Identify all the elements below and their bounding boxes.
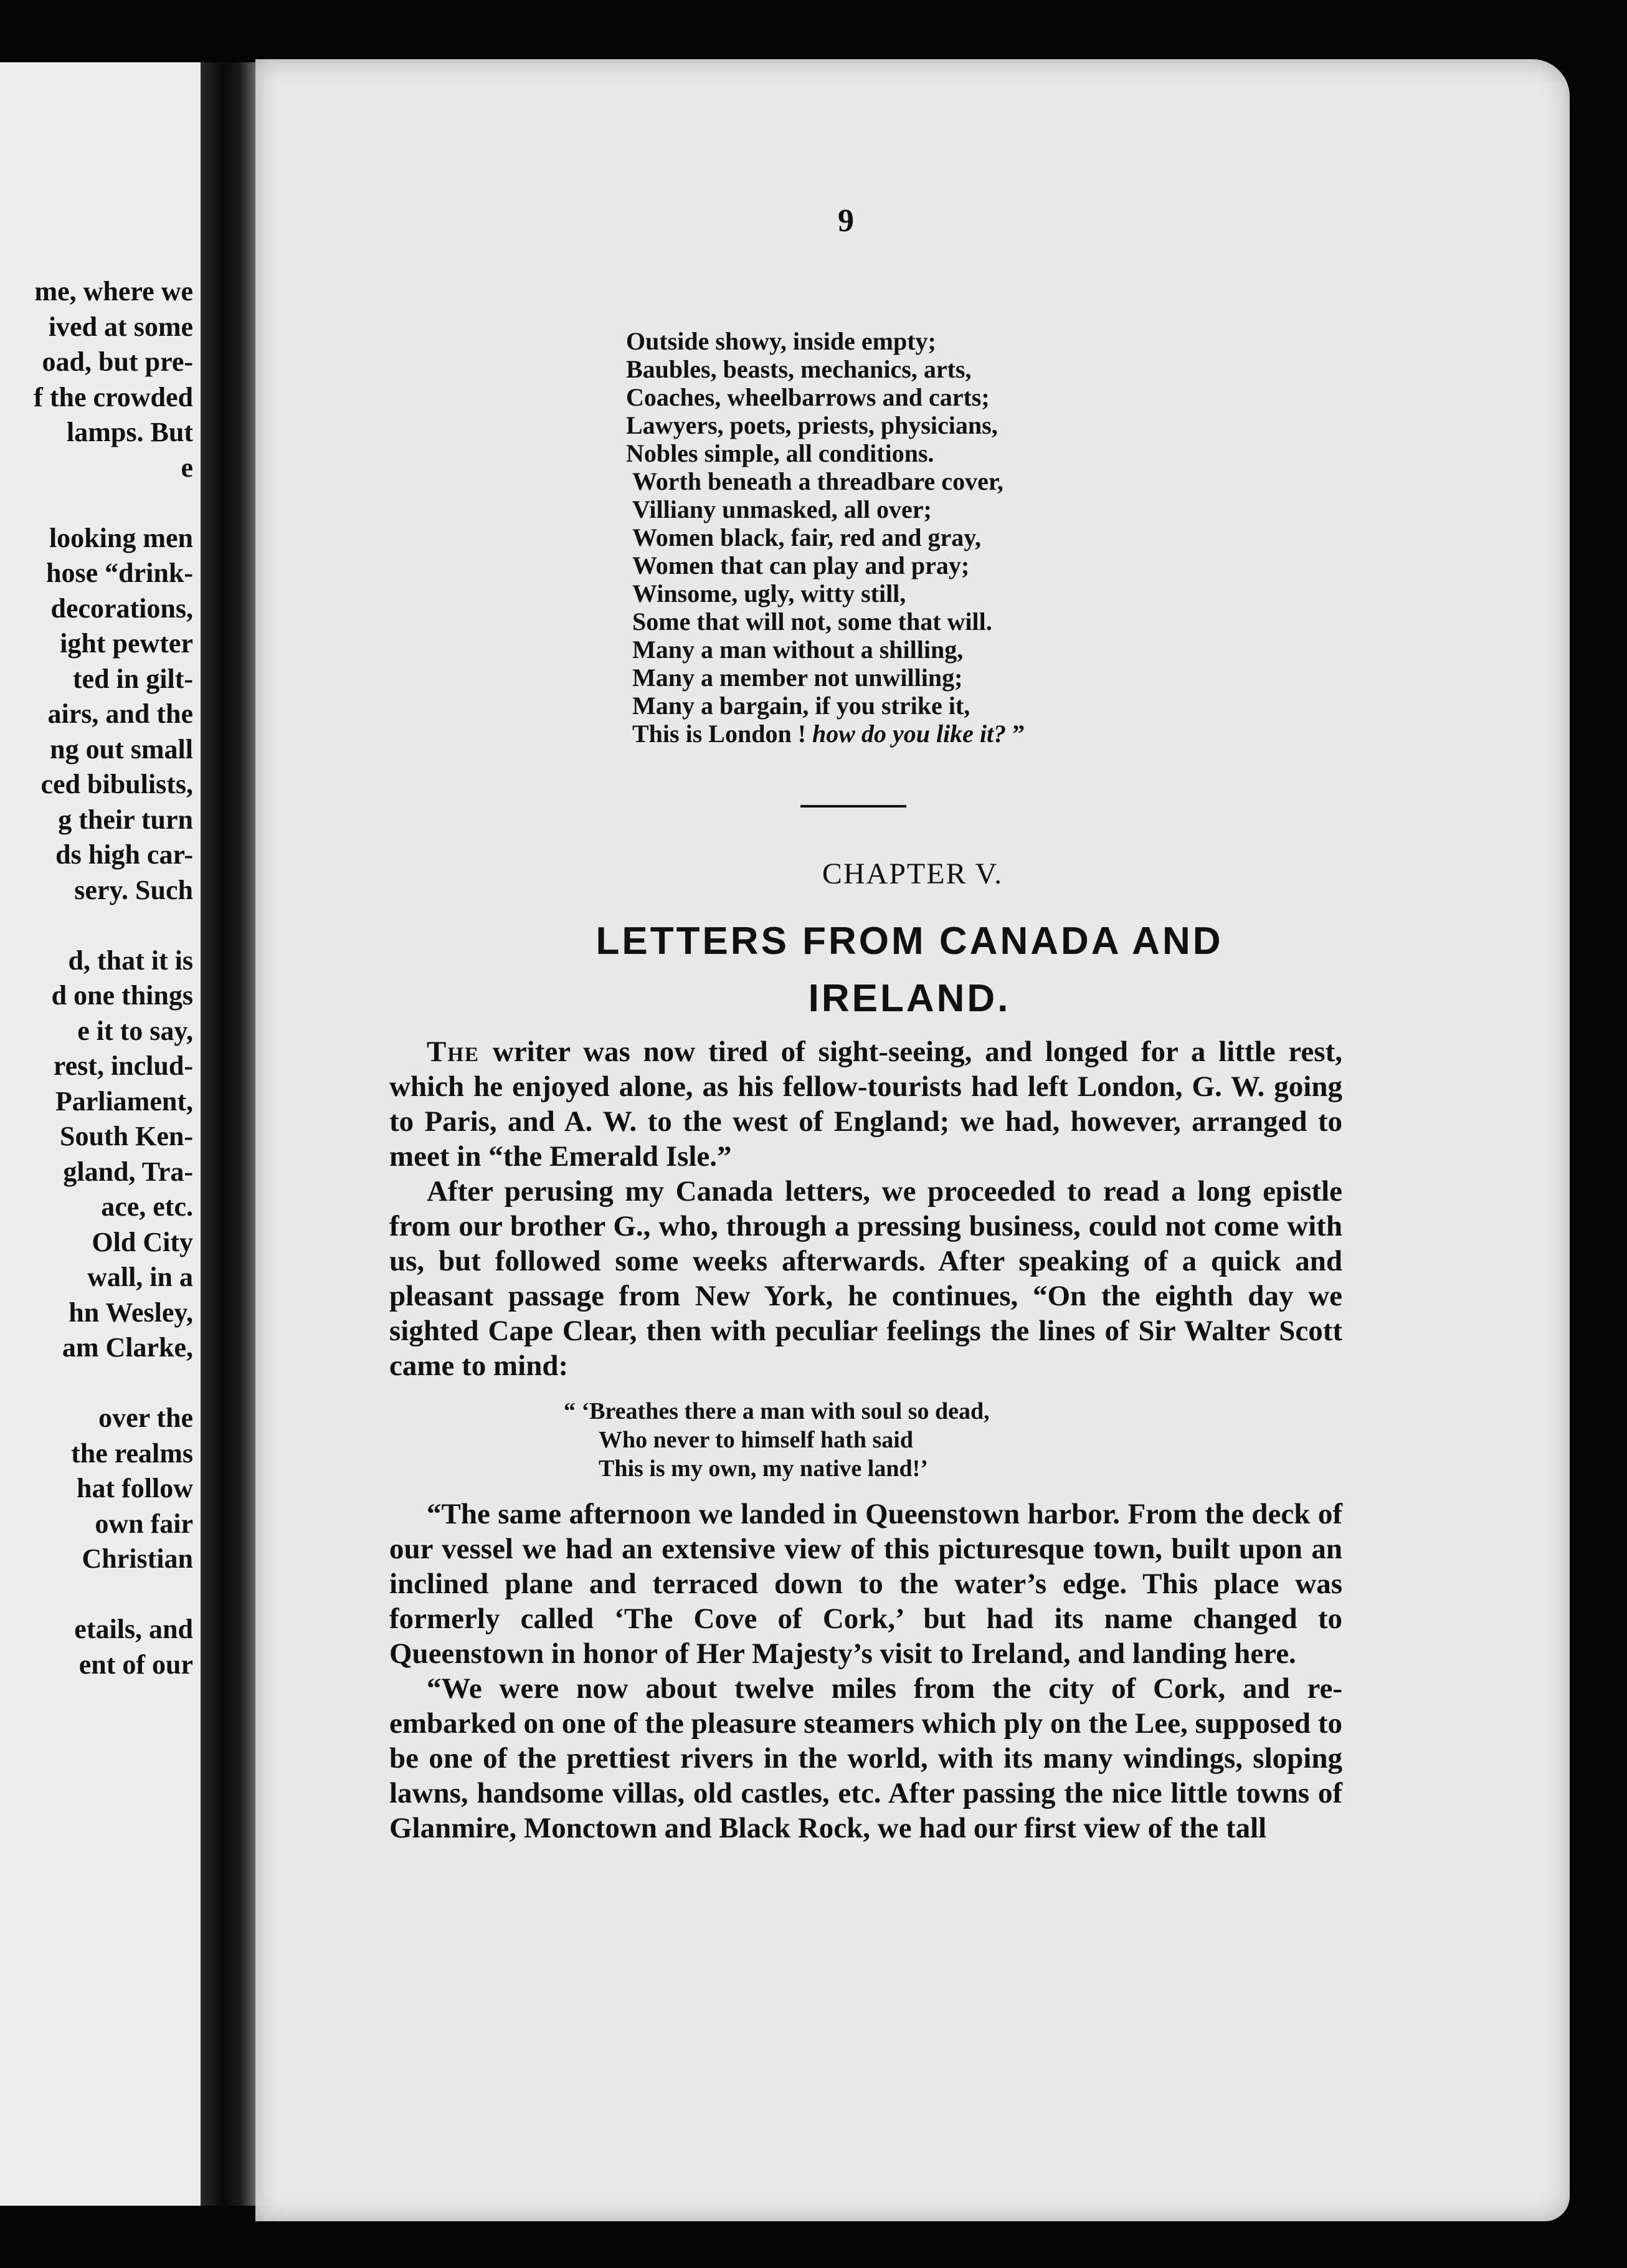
book-spine-shadow <box>201 62 257 2206</box>
poem-line: Outside showy, inside empty; <box>626 327 936 355</box>
chapter-title-line-1: LETTERS FROM CANADA AND <box>595 920 1223 963</box>
chapter-label: CHAPTER V. <box>822 857 1003 890</box>
left-page-line: wall, in a <box>87 1262 193 1292</box>
quote-line: This is my own, my native land!’ <box>599 1456 928 1482</box>
poem-line: Women black, fair, red and gray, <box>632 523 982 551</box>
paragraph-lead-word: The <box>427 1036 480 1068</box>
quote-line: Who never to himself hath said <box>599 1427 913 1453</box>
left-page-line: Old City <box>92 1226 193 1257</box>
left-page-line: ight pewter <box>60 628 193 659</box>
left-page-line: lamps. But <box>67 417 193 447</box>
left-page-line: the realms <box>71 1437 193 1469</box>
left-page-line: etails, and <box>74 1614 193 1644</box>
block-quote <box>564 1397 1342 1483</box>
poem-line: Baubles, beasts, mechanics, arts, <box>626 355 972 383</box>
poem-line: Many a member not unwilling; <box>632 664 963 692</box>
left-page-line: decorations, <box>50 593 193 624</box>
poem-line: Some that will not, some that will. <box>632 608 992 636</box>
left-page-line: am Clarke, <box>62 1332 193 1363</box>
poem-line-close: ” <box>1006 720 1025 748</box>
poem-line-text: This is London ! <box>632 720 813 748</box>
chapter-title-line-2: IRELAND. <box>808 977 1011 1020</box>
left-page-line: e it to say, <box>77 1015 193 1046</box>
left-page-line: South Ken- <box>60 1121 193 1151</box>
paragraph-2: After perusing my Canada letters, we proceeded to read a long epistle from our brother G., who, through a pressing business, could not come with us, but followed some weeks afterwards. After speaking of a quick and pleasant passage from New York, he continues, “On the eighth day we sighted Cape Clear, then with peculiar feelings the lines of Sir Walter Scott came to mind: <box>389 1175 1342 1382</box>
left-page-line: oad, but pre- <box>42 346 193 377</box>
left-page-line: ace, etc. <box>101 1191 193 1222</box>
left-page-line: g their turn <box>58 804 193 835</box>
left-page-line: d, that it is <box>68 945 193 976</box>
left-page-line: ived at some <box>48 311 193 342</box>
left-page-line: gland, Tra- <box>63 1156 193 1187</box>
poem-line: Winsome, ugly, witty still, <box>632 579 906 608</box>
left-page-line: own fair <box>95 1508 193 1539</box>
poem-line: Lawyers, poets, priests, physicians, <box>626 411 998 439</box>
poem-line-italic: how do you like it? <box>812 720 1007 748</box>
page-number: 9 <box>838 203 854 239</box>
poem-line: Many a man without a shilling, <box>632 636 964 664</box>
poem-line: Many a bargain, if you strike it, <box>632 692 970 720</box>
left-page-line: me, where we <box>34 276 193 307</box>
chapter-title <box>380 913 1439 1027</box>
left-page-line: looking men <box>49 522 193 553</box>
left-page-line: sery. Such <box>74 874 193 905</box>
poem-line: Coaches, wheelbarrows and carts; <box>626 383 990 411</box>
left-page-line: Christian <box>82 1543 193 1574</box>
left-page-line: f the crowded <box>34 381 193 412</box>
left-page-line: ted in gilt- <box>72 663 193 694</box>
left-page-fragment <box>0 62 214 2206</box>
left-page-line: ds high car- <box>55 839 193 870</box>
left-page-line: ent of our <box>78 1649 193 1680</box>
left-page-line: airs, and the <box>47 698 193 729</box>
poem-line: Villiany unmasked, all over; <box>632 495 932 523</box>
quote-line: “ ‘Breathes there a man with soul so dead, <box>564 1398 990 1424</box>
body-text <box>389 1034 1342 1846</box>
paragraph-3: “The same afternoon we landed in Queenstown harbor. From the deck of our vessel we had an extensive view of this picturesque town, built upon an inclined plane and terraced down to the water’s edge. This place was formerly called ‘The Cove of Cork,’ but had its name changed to Queenstown in honor of Her Majesty’s visit to Ireland, and landing here. <box>389 1498 1342 1670</box>
left-page-line: e <box>181 452 193 483</box>
left-page-line: hn Wesley, <box>69 1297 193 1328</box>
paragraph-4: “We were now about twelve miles from the city of Cork, and re-embarked on one of the pleasure steamers which ply on the Lee, supposed to be one of the prettiest rivers in the world, with its many windings, sloping lawns, handsome villas, old castles, etc. After passing the nice little towns of Glanmire, Monctown and Black Rock, we had our first view of the tall <box>389 1672 1342 1844</box>
poem-line: Nobles simple, all conditions. <box>626 439 934 467</box>
poem-line <box>626 720 1436 748</box>
poem <box>626 327 1436 748</box>
left-page-line: ng out small <box>50 733 193 765</box>
left-page-line: d one things <box>51 980 193 1011</box>
paragraph-1 <box>389 1034 1342 1174</box>
left-page-line: rest, includ- <box>53 1051 193 1081</box>
paragraph-1-text: writer was now tired of sight-seeing, and longed for a little rest, which he enjoyed alone, as his fellow-tourists had left London, G. W. going to Paris, and A. W. to the west of England; we had, however, arranged to meet in “the Emerald Isle.” <box>389 1036 1342 1173</box>
poem-line: Worth beneath a threadbare cover, <box>632 467 1003 495</box>
left-page-line: hat follow <box>77 1473 193 1503</box>
left-page-line: over the <box>98 1403 193 1433</box>
section-divider <box>800 805 906 808</box>
left-page-line: hose “drink- <box>46 558 193 588</box>
poem-line: Women that can play and pray; <box>632 551 970 579</box>
main-page <box>255 59 1570 2221</box>
left-page-line: ced bibulists, <box>40 769 193 799</box>
left-page-line: Parliament, <box>55 1085 193 1117</box>
